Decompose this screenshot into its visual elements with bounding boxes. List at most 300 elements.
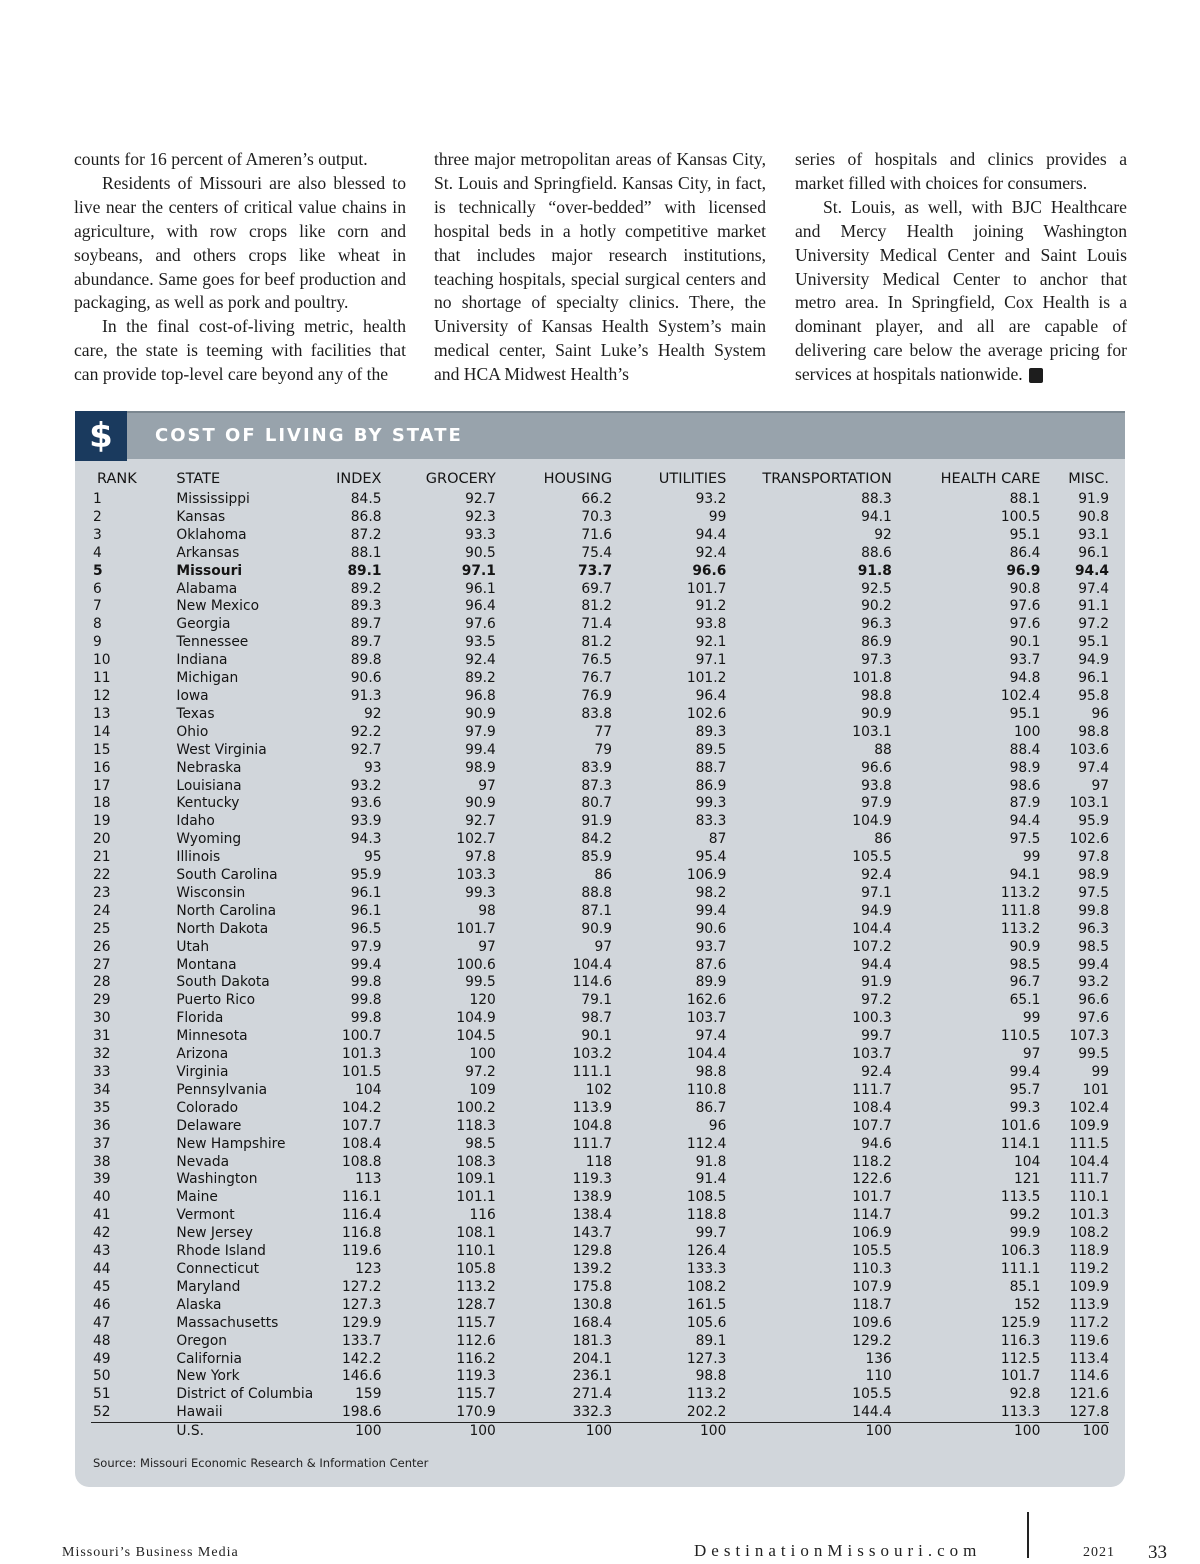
table-cell: 100.7 [342,1028,382,1045]
column-header: RANK [97,471,137,487]
article-paragraph: three major metropolitan areas of Kansas City, St. Louis and Springfield. Kansas City, in fact, is technically “over-bedded” with licensed hospital beds in a hotly competitive market that includes major research institutions, teaching hospitals, special surgical centers and no shortage of specialty clinics. There, the University of Kansas Health System’s main medical center, Saint Luke’s Health System and HCA Midwest Health’s [434,149,766,385]
table-row [91,974,1109,992]
table-cell: 100.6 [456,956,496,973]
table-cell: 91.3 [350,687,382,704]
table-cell: 92.1 [695,634,727,651]
table-row [91,760,1109,778]
table-cell: 85.1 [1009,1278,1041,1295]
table-cell: 117.2 [1069,1314,1109,1331]
table-cell: 202.2 [612,1404,726,1422]
table-cell: 79.1 [581,992,613,1009]
table-cell: 94.9 [861,902,892,919]
table-cell: 118.3 [456,1117,496,1134]
table-cell: 99.8 [350,974,382,991]
table-row [91,957,1109,975]
table-cell: 27 [93,956,111,973]
table-cell: 94.4 [1009,813,1041,830]
table-cell: 28 [93,974,111,991]
table-cell: 75.4 [581,544,613,561]
table-cell: 102.7 [456,831,496,848]
table-cell: 89.2 [350,580,382,597]
table-cell: 93.5 [465,634,496,651]
column-header: INDEX [336,471,382,487]
table-cell: 114.1 [1000,1135,1041,1152]
table-cell: West Virginia [176,741,267,758]
table-cell: 99.8 [1078,902,1109,919]
table-cell: 104.4 [852,920,892,937]
table-cell: 52 [91,1404,176,1422]
table-cell: 93.7 [1009,652,1041,669]
table-cell: 86.8 [350,508,382,525]
table-cell: 96.4 [465,598,496,615]
table-cell: 97.9 [350,938,382,955]
table-cell: 18 [93,795,111,812]
table-row [91,598,1109,616]
table-cell: 96.1 [350,902,382,919]
table-row [91,1154,1109,1172]
table-cell: 98.5 [465,1135,496,1152]
table-cell: 98.8 [695,1368,727,1385]
table-cell: Rhode Island [176,1243,266,1260]
table-cell: 99.8 [350,1010,382,1027]
table-cell: 103.6 [1069,741,1109,758]
table-cell: 90.9 [1009,938,1041,955]
table-cell: 94.4 [1074,562,1109,579]
table-cell: 86.9 [861,634,892,651]
article-column-2 [434,148,766,387]
table-cell: 100 [469,1046,496,1063]
table-cell: 87.9 [1009,795,1041,812]
table-cell: 113.9 [1069,1296,1109,1313]
table-cell: 99 [1091,1064,1109,1080]
table-cell: 90.6 [350,670,382,687]
table-cell: 138.4 [572,1207,613,1224]
table-cell: 25 [93,920,111,937]
table-cell: Montana [176,956,237,973]
table-cell: New Mexico [176,598,260,615]
table-cell: Delaware [176,1117,242,1134]
table-cell: 12 [93,687,111,704]
table-cell: Washington [176,1171,258,1188]
table-cell: 76.7 [581,670,613,687]
table-row [91,1386,1109,1404]
table-cell: 101.7 [686,580,727,597]
table-cell: 100 [355,1423,382,1440]
table-cell: 98.5 [1009,956,1041,973]
table-cell: 100 [1014,1423,1041,1440]
table-cell: 92.3 [465,508,496,525]
table-cell: 108.2 [1069,1225,1109,1242]
table-cell: 96.3 [1078,920,1109,937]
table-cell: 110.8 [686,1081,727,1098]
table-cell: 110.1 [1069,1189,1109,1206]
table-row [91,1404,1109,1422]
table-cell: 80.7 [581,795,613,812]
table-row [91,1243,1109,1261]
table-cell: 100 [865,1423,892,1440]
table-cell: 100.3 [852,1010,892,1027]
table-cell: 129.8 [572,1243,613,1260]
table-cell: 332.3 [496,1404,612,1422]
table-cell: 107.7 [342,1117,382,1134]
table-cell: 121 [1014,1171,1041,1188]
table-cell: 110.5 [1000,1028,1041,1045]
table-cell: 99.4 [350,956,382,973]
table-cell: 152 [1014,1296,1041,1313]
table-cell: 96 [1091,705,1109,722]
table-row [91,742,1109,760]
column-header: STATE [176,471,221,487]
table-row [91,1010,1109,1028]
table-cell: 69.7 [581,580,613,597]
table-cell: 104.9 [456,1010,496,1027]
table-cell: 113.2 [456,1278,496,1295]
table-row [91,527,1109,545]
table-cell: 118.7 [852,1296,892,1313]
table-cell: 103.1 [1069,795,1109,812]
table-cell: 85.9 [581,849,613,866]
table-cell: 96.1 [465,580,496,597]
table-cell: 90.8 [1078,508,1109,525]
table-cell: 146.6 [342,1368,382,1385]
table-cell: 102 [585,1081,613,1098]
table-cell: 34 [93,1081,111,1098]
table-cell: 95.8 [1078,687,1109,704]
table-cell: 92.4 [465,652,496,669]
table-cell: 90.9 [465,795,496,812]
table-row [91,1046,1109,1064]
table-cell: Puerto Rico [176,992,256,1009]
table-cell: 48 [93,1332,111,1349]
table-row [91,581,1109,599]
table-cell: 89.7 [350,616,382,633]
table-cell: 105.5 [852,1243,892,1260]
table-cell: 83.9 [581,759,613,776]
table-cell: 105.8 [456,1260,496,1277]
table-cell: Minnesota [176,1028,248,1045]
table-row [91,616,1109,634]
table-row [91,1082,1109,1100]
table-cell: 108.5 [686,1189,727,1206]
table-cell: 13 [93,705,111,722]
table-cell: 87.1 [581,902,613,919]
table-cell: 84.5 [350,491,382,507]
table-cell: 108.4 [342,1135,382,1152]
table-cell: 88.4 [1009,741,1041,758]
table-row [91,670,1109,688]
table-cell: 104 [1014,1153,1041,1170]
table-cell: 93.6 [350,795,382,812]
table-cell: 103.7 [686,1010,727,1027]
table-cell: 204.1 [572,1350,613,1367]
source-note: Source: Missouri Economic Research & Information Center [93,1456,429,1470]
table-cell: 71.4 [581,616,613,633]
table-cell: 94.1 [1009,867,1041,884]
table-row [91,491,1109,509]
table-cell: Maine [176,1189,218,1206]
table-cell: 118 [585,1153,613,1170]
table-cell: 97 [594,938,613,955]
table-cell: 97.6 [1009,598,1041,615]
table-row [91,1423,1109,1441]
table-cell: 83.3 [695,813,727,830]
table-cell: 29 [93,992,111,1009]
table-cell: 107.3 [1069,1028,1109,1045]
table-cell: 97.4 [695,1028,727,1045]
table-cell: 97.9 [465,723,496,740]
table-cell: 97 [1091,777,1109,794]
table-cell: 118.9 [1069,1243,1109,1260]
table-cell: Tennessee [176,634,249,651]
table-row [91,1100,1109,1118]
table-cell: 119.6 [1069,1332,1109,1349]
table-cell: Massachusetts [176,1314,279,1331]
table-row [91,688,1109,706]
table-cell: 91.8 [857,562,892,579]
table-cell: 101.8 [852,670,892,687]
table-cell: New York [176,1368,240,1385]
table-cell: 162.6 [686,992,727,1009]
table-cell: North Dakota [176,920,269,937]
table-cell: 87.2 [350,526,382,543]
table-cell: Utah [176,938,210,955]
table-cell: Hawaii [176,1404,315,1422]
table-cell: 92 [363,705,382,722]
table-cell: 118.8 [686,1207,727,1224]
column-header: HEALTH CARE [940,471,1041,487]
table-cell: 90.9 [861,705,892,722]
table-cell: 111.7 [1069,1171,1109,1188]
table-cell: 91.9 [1078,491,1109,507]
table-cell: 129.2 [852,1332,892,1349]
table-cell: 94.4 [695,526,727,543]
table-cell: 10 [93,652,111,669]
table-cell: 36 [93,1117,111,1134]
table-cell: 104 [355,1081,382,1098]
table-row [91,652,1109,670]
article-column-1 [74,148,406,387]
table-cell: Louisiana [176,777,242,794]
table-row [91,1118,1109,1136]
table-cell: 97 [478,777,496,794]
table-cell: 127.2 [342,1278,382,1295]
table-cell: 91.8 [695,1153,727,1170]
table-body [91,491,1109,1441]
table-cell: 94.8 [1009,670,1041,687]
table-cell: 110.3 [852,1260,892,1277]
table-cell: 170.9 [382,1404,496,1422]
table-cell: Alabama [176,580,238,597]
table-cell: 21 [93,849,111,866]
table-cell: 89.3 [350,598,382,615]
table-cell: 66.2 [581,491,613,507]
table-row [91,1351,1109,1369]
table-cell: Nebraska [176,759,242,776]
table-cell: 88.1 [1009,491,1041,507]
table-cell: 93.3 [465,526,496,543]
table-cell: Iowa [176,687,209,704]
table-cell: 37 [93,1135,111,1152]
table-cell: 116 [469,1207,496,1224]
table-cell: 76.9 [581,687,613,704]
table-cell: 89.1 [347,562,382,579]
table-cell: 89.5 [695,741,727,758]
table-cell: 93.1 [1078,526,1109,543]
table-cell: 4 [93,544,102,561]
table-cell: 119.2 [1069,1260,1109,1277]
table-cell: 133.3 [686,1260,727,1277]
table-cell: 97.1 [695,652,727,669]
website-url: DestinationMissouri.com [694,1541,982,1560]
table-cell: 65.1 [1009,992,1041,1009]
table-cell: 23 [93,884,111,901]
table-cell: 109.1 [456,1171,496,1188]
table-row [91,1189,1109,1207]
table-cell: 99.3 [465,884,496,901]
table-cell: 90.5 [465,544,496,561]
article-paragraph: Residents of Missouri are also blessed to live near the centers of critical value chains in agriculture, with row crops like corn and soybeans, and others crops like wheat in abundance. Same goes for beef production and packaging, as well as pork and poultry. [74,172,406,313]
table-cell: 101.7 [852,1189,892,1206]
table-cell: 97.1 [461,562,496,579]
table-cell: 92.7 [465,813,496,830]
table-cell: 79 [594,741,613,758]
table-cell: 102.4 [1069,1099,1109,1116]
table-row [91,778,1109,796]
table-cell: 108.1 [456,1225,496,1242]
table-cell: 99.4 [1009,1064,1041,1080]
table-cell: 98.9 [1009,759,1041,776]
table-cell: 89.1 [695,1332,727,1349]
table-cell: 5 [93,562,103,579]
table-cell: South Dakota [176,974,270,991]
table-cell: 113.2 [686,1386,727,1403]
table-cell: 93 [363,759,382,776]
table-cell: 50 [93,1368,111,1385]
article-paragraph-text: St. Louis, as well, with BJC Healthcare and Mercy Health joining Washington University Medical Center and Saint Louis University Medical Center to anchor that metro area. In Springfield, Cox Health is a dominant player, and all are capable of delivering care below the average pricing for services at hospitals nationwide. [795,196,1127,385]
table-cell: 109.6 [852,1314,892,1331]
table-cell: 181.3 [572,1332,613,1349]
table-cell: New Jersey [176,1225,253,1242]
table-cell: 88.1 [350,544,382,561]
table-cell: U.S. [176,1423,205,1440]
table-cell: 104.2 [342,1099,382,1116]
column-header: GROCERY [425,471,496,487]
panel-title: COST OF LIVING BY STATE [155,425,463,446]
table-cell: 99.3 [1009,1099,1041,1116]
table-cell: 24 [93,902,111,919]
table-cell: 96.5 [350,920,382,937]
table-cell: 98.6 [1009,777,1041,794]
table-cell: 51 [93,1386,111,1403]
table-cell: 2 [93,508,102,525]
table-cell: 198.6 [316,1404,382,1422]
table-cell: 101.3 [342,1046,382,1063]
table-row [91,509,1109,527]
table-cell: Oklahoma [176,526,247,543]
table-cell: 111.7 [852,1081,892,1098]
table-cell: 38 [93,1153,111,1170]
table-cell: 88.3 [861,491,892,507]
table-cell: 96.8 [465,687,496,704]
table-cell: 101.6 [1000,1117,1041,1134]
table-cell: 168.4 [572,1314,613,1331]
table-cell: 97.6 [1078,1010,1109,1027]
table-cell: 35 [93,1099,111,1116]
table-cell: 81.2 [581,634,613,651]
table-cell: 101.3 [1069,1207,1109,1224]
table-cell: Maryland [176,1278,241,1295]
table-cell: 90.1 [581,1028,613,1045]
table-row [91,563,1109,581]
table-cell: 99 [1022,1010,1041,1027]
table-cell: 106.3 [1000,1243,1041,1260]
table-row [91,921,1109,939]
table-cell: 119.3 [456,1368,496,1385]
table-cell: 98.7 [581,1010,613,1027]
table-cell: Missouri [176,562,243,579]
table-row [91,1028,1109,1046]
table-cell: 40 [93,1189,111,1206]
table-cell: 98.5 [1078,938,1109,955]
table-cell: 109.9 [1069,1117,1109,1134]
table-cell: 98.8 [1078,723,1109,740]
table-cell: 86.7 [695,1099,727,1116]
table-cell: Pennsylvania [176,1081,268,1098]
table-cell: 103.7 [852,1046,892,1063]
table-cell: 113.5 [1000,1189,1041,1206]
table-row [91,813,1109,831]
column-header: HOUSING [543,471,613,487]
table-row [91,1261,1109,1279]
table-cell: 47 [93,1314,111,1331]
table-cell: 90.9 [581,920,613,937]
table-cell: Kentucky [176,795,240,812]
table-cell: 91.2 [695,598,727,615]
table-row [91,1207,1109,1225]
table-cell: 116.4 [342,1207,382,1224]
table-cell: 94.9 [1078,652,1109,669]
table-cell: 99.3 [695,795,727,812]
table-cell: 108.3 [456,1153,496,1170]
table-cell: Georgia [176,616,231,633]
table-cell: 112.6 [456,1332,496,1349]
table-cell: 88.8 [581,884,613,901]
table-cell: 90.1 [1009,634,1041,651]
column-header: UTILITIES [658,471,727,487]
table-cell: 20 [93,831,111,848]
table-row [91,1225,1109,1243]
table-cell: Connecticut [176,1260,260,1277]
table-cell: 26 [93,938,111,955]
table-cell: Texas [176,705,215,722]
table-cell: 15 [93,741,111,758]
table-row [91,992,1109,1010]
table-cell: 100.5 [1000,508,1041,525]
table-cell: 92.2 [350,723,382,740]
table-cell: 95 [363,849,382,866]
table-cell: 97.8 [1078,849,1109,866]
table-cell: 122.6 [852,1171,892,1188]
table-cell: 101.1 [456,1189,496,1206]
table-cell: 14 [93,723,111,740]
table-row [91,1136,1109,1154]
table-cell: 99.4 [465,741,496,758]
table-cell: 116.1 [342,1189,382,1206]
footer-divider [1027,1512,1029,1558]
table-cell: 86.9 [695,777,727,794]
table-cell: 83.8 [581,705,613,722]
table-cell: 111.8 [1000,902,1041,919]
